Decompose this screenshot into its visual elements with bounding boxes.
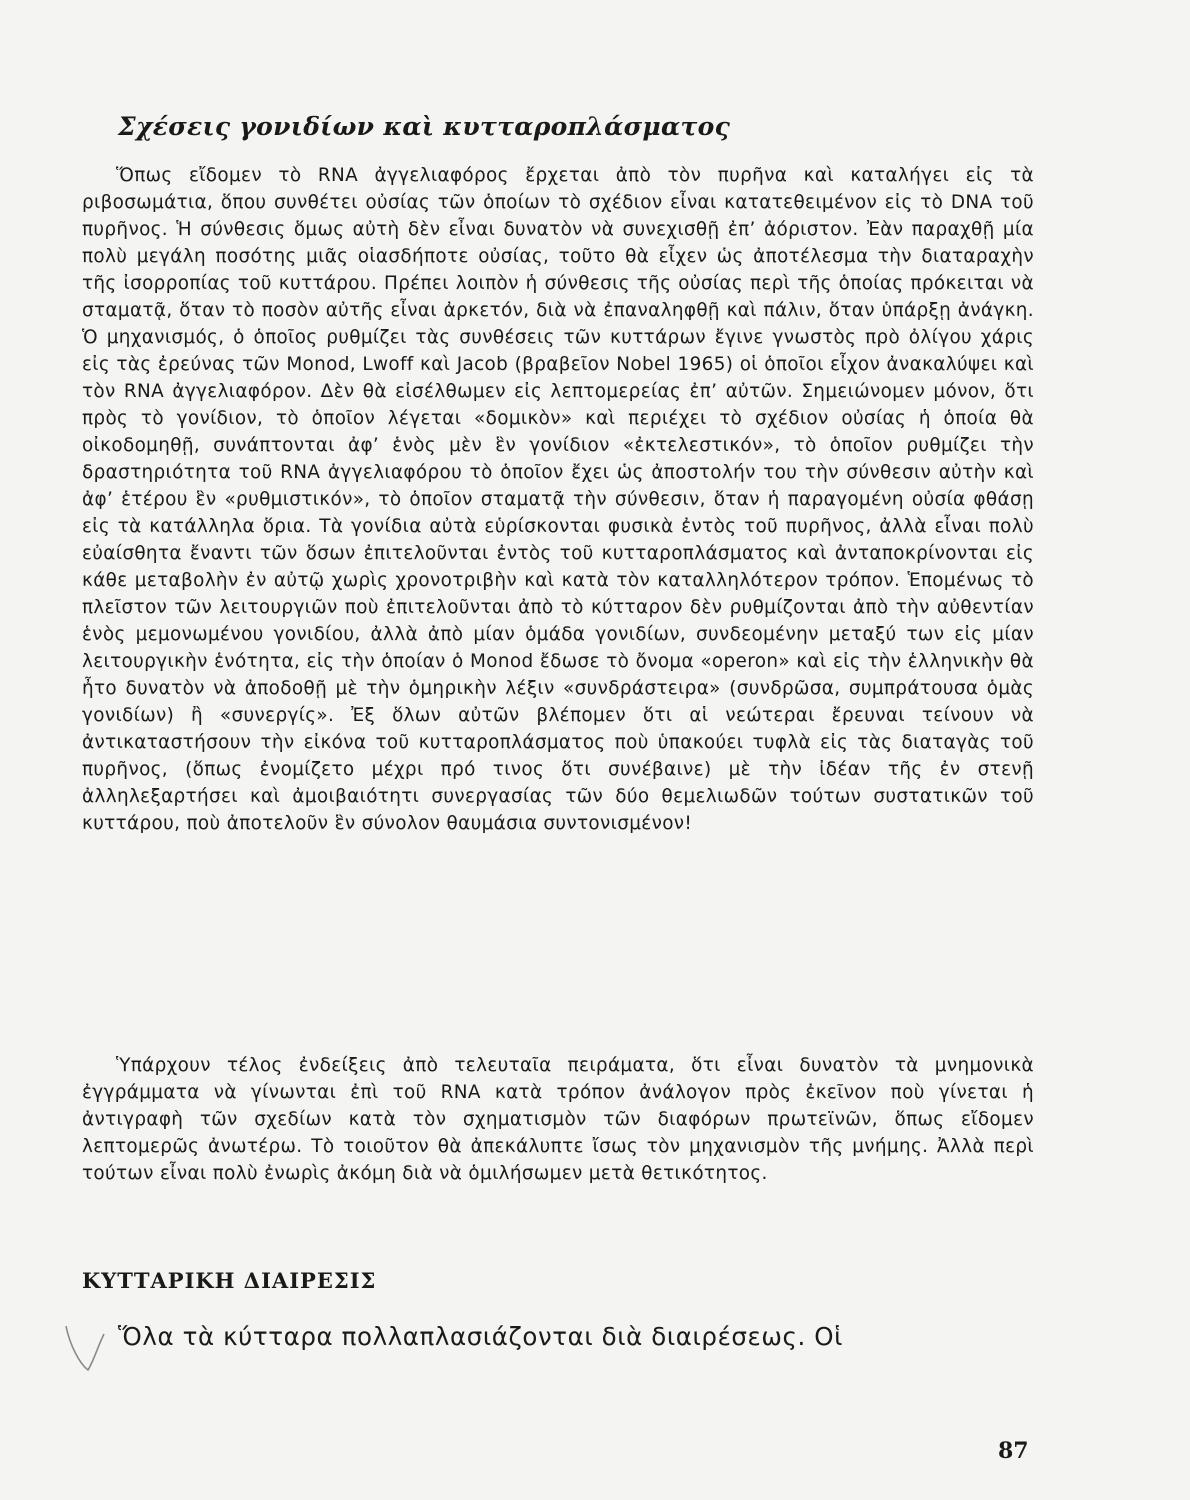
section-heading: Σχέσεις γονιδίων καὶ κυτταροπλάσματος: [118, 112, 731, 141]
paragraph: Ὑπάρχουν τέλος ἐνδείξεις ἀπὸ τελευταῖα πειράματα, ὅτι εἶναι δυνατὸν τὰ μνημονικὰ ἐγγράμματα νὰ γίνωνται ἐπὶ τοῦ RNA κατὰ τρόπον ἀνάλογον πρὸς ἐκεῖνον ποὺ γίνεται ἡ ἀντιγραφὴ τῶν σχεδίων κατὰ τὸν σχηματισμὸν τῶν διαφόρων πρωτεϊνῶν, ὅπως εἴδομεν λεπτομερῶς ἀνωτέρω. Τὸ τοιοῦτον θὰ ἀπεκάλυπτε ἴσως τὸν μηχανισμὸν τῆς μνήμης. Ἀλλὰ περὶ τούτων εἶναι πολὺ ἐνωρὶς ἀκόμη διὰ νὰ ὁμιλήσωμεν μετὰ θετικότητος.: [82, 1055, 1034, 1184]
chapter-heading: ΚΥΤΤΑΡΙΚΗ ΔΙΑΙΡΕΣΙΣ: [82, 1268, 377, 1293]
page-number: 87: [998, 1438, 1029, 1464]
paragraph: Ὅπως εἴδομεν τὸ RNA ἀγγελιαφόρος ἔρχεται ἀπὸ τὸν πυρῆνα καὶ καταλήγει εἰς τὰ ριβοσωμάτια, ὅπου συνθέτει οὐσίας τῶν ὁποίων τὸ σχέδιον εἶναι κατατεθειμένον εἰς τὸ DNA τοῦ πυρῆνος. Ἡ σύνθεσις ὅμως αὐτὴ δὲν εἶναι δυνατὸν νὰ συνεχισθῇ ἐπ’ ἀόριστον. Ἐὰν παραχθῇ μία πολὺ μεγάλη ποσότης μιᾶς οἱασδήποτε οὐσίας, τοῦτο θὰ εἶχεν ὡς ἀποτέλεσμα τὴν διαταραχὴν τῆς ἰσορροπίας τοῦ κυττάρου. Πρέπει λοιπὸν ἡ σύνθεσις τῆς οὐσίας περὶ τῆς ὁποίας πρόκειται νὰ σταματᾷ, ὅταν τὸ ποσὸν αὐτῆς εἶναι ἀρκετόν, διὰ νὰ ἐπαναληφθῇ καὶ πάλιν, ὅταν ὑπάρξῃ ἀνάγκη. Ὁ μηχανισμός, ὁ ὁποῖος ρυθμίζει τὰς συνθέσεις τῶν κυττάρων ἔγινε γνωστὸς πρὸ ὀλίγου χάρις εἰς τὰς ἐρεύνας τῶν Monod, Lwoff καὶ Jacob (βραβεῖον Nobel 1965) οἱ ὁποῖοι εἶχον ἀνακαλύψει καὶ τὸν RNA ἀγγελιαφόρον. Δὲν θὰ εἰσέλθωμεν εἰς λεπτομερείας ἐπ’ αὐτῶν. Σημειώνομεν μόνον, ὅτι πρὸς τὸ γονίδιον, τὸ ὁποῖον λέγεται «δομικὸν» καὶ περιέχει τὸ σχέδιον οὐσίας ἡ ὁποία θὰ οἰκοδομηθῇ, συνάπτονται ἀφ’ ἑνὸς μὲν ἓν γονίδιον «ἐκτελεστικόν», τὸ ὁποῖον ρυθμίζει τὴν δραστηριότητα τοῦ RNA ἀγγελιαφόρου τὸ ὁποῖον ἔχει ὡς ἀποστολήν του τὴν σύνθεσιν αὐτὴν καὶ ἀφ’ ἑτέρου ἓν «ρυθμιστικόν», τὸ ὁποῖον σταματᾷ τὴν σύνθεσιν, ὅταν ἡ παραγομένη οὐσία φθάσῃ εἰς τὰ κατάλληλα ὅρια. Τὰ γονίδια αὐτὰ εὑρίσκονται φυσικὰ ἐντὸς τοῦ πυρῆνος, ἀλλὰ εἶναι πολὺ εὐαίσθητα ἔναντι τῶν ὅσων ἐπιτελοῦνται ἐντὸς τοῦ κυτταροπλάσματος καὶ ἀνταποκρίνονται εἰς κάθε μεταβολὴν ἐν αὐτῷ χωρὶς χρονοτριβὴν καὶ κατὰ τὸν καταλληλότερον τρόπον. Ἑπομένως τὸ πλεῖστον τῶν λειτουργιῶν ποὺ ἐπιτελοῦνται ἀπὸ τὸ κύτταρον δὲν ρυθμίζονται ἀπὸ τὴν αὐθεντίαν ἑνὸς μεμονωμένου γονιδίου, ἀλλὰ ἀπὸ μίαν ὁμάδα γονιδίων, συνδεομένην μεταξύ των εἰς μίαν λειτουργικὴν ἑνότητα, εἰς τὴν ὁποίαν ὁ Monod ἔδωσε τὸ ὄνομα «operon» καὶ εἰς τὴν ἑλληνικὴν θὰ ἦτο δυνατὸν νὰ ἀποδοθῇ μὲ τὴν ὁμηρικὴν λέξιν «συνδράστειρα» (συνδρῶσα, συμπράτουσα ὁμὰς γονιδίων) ἢ «συνεργίς». Ἐξ ὅλων αὐτῶν βλέπομεν ὅτι αἱ νεώτεραι ἔρευναι τείνουν νὰ ἀντικαταστήσουν τὴν εἰκόνα τοῦ κυτταροπλάσματος ποὺ ὑπακούει τυφλὰ εἰς τὰς διαταγὰς τοῦ πυρῆνος, (ὅπως ἐνομίζετο μέχρι πρό τινος ὅτι συνέβαινε) μὲ τὴν ἰδέαν τῆς ἐν στενῇ ἀλληλεξαρτήσει καὶ ἀμοιβαιότητι συνεργασίας τῶν δύο θεμελιωδῶν τούτων συστατικῶν τοῦ κυττάρου, ποὺ ἀποτελοῦν ἓν σύνολον θαυμάσια συντονισμένον!: [82, 165, 1034, 834]
body-text-block: [82, 162, 1034, 837]
chapter-opening-line: Ὅλα τὰ κύτταρα πολλαπλασιάζονται διὰ διαιρέσεως. Οἱ: [118, 1322, 844, 1351]
body-text-block: [82, 1052, 1034, 1187]
